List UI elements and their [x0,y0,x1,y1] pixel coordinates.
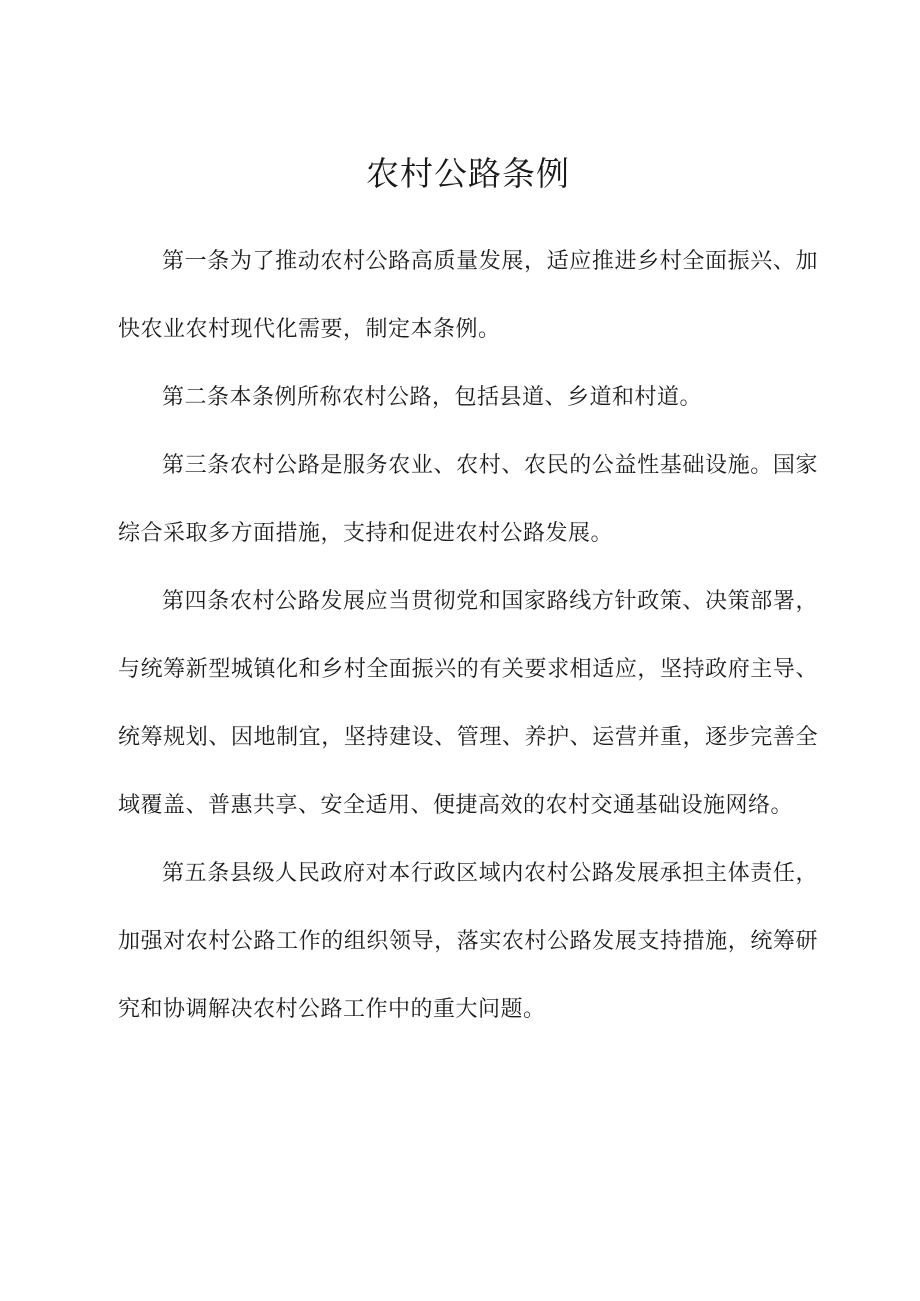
article-5: 第五条县级人民政府对本行政区域内农村公路发展承担主体责任，加强对农村公路工作的组织领导，落实农村公路发展支持措施，统筹研究和协调解决农村公路工作中的重大问题。 [118,861,818,1022]
article-4: 第四条农村公路发展应当贯彻党和国家路线方针政策、决策部署，与统筹新型城镇化和乡村全面振兴的有关要求相适应，坚持政府主导、统筹规划、因地制宜，坚持建设、管理、养护、运营并重，逐步完善全域覆盖、普惠共享、安全适用、便捷高效的农村交通基础设施网络。 [118,589,818,818]
article-2: 第二条本条例所称农村公路，包括县道、乡道和村道。 [162,385,703,410]
article-3: 第三条农村公路是服务农业、农村、农民的公益性基础设施。国家综合采取多方面措施，支持和促进农村公路发展。 [118,453,818,546]
article-1: 第一条为了推动农村公路高质量发展，适应推进乡村全面振兴、加快农业农村现代化需要，制定本条例。 [118,249,818,342]
document-title: 农村公路条例 [366,154,570,193]
